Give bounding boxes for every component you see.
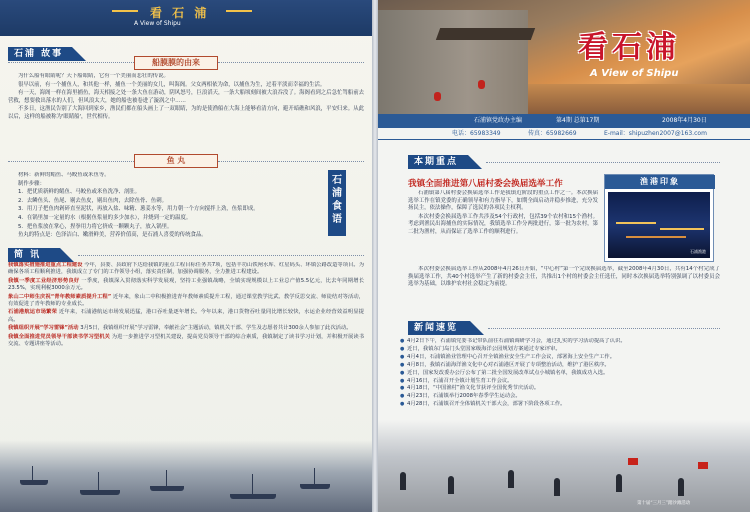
news-brief-headline: 我镇一季度工业经济形势良好 [8, 277, 80, 284]
right-masthead-title: 看石浦 [578, 30, 680, 65]
boat-mast [314, 468, 315, 484]
boat-mast [32, 466, 33, 480]
left-masthead [0, 0, 372, 36]
news-brief-item [8, 325, 364, 332]
recipe-line: 制作步骤： [18, 180, 45, 187]
news-quick-item: ● 4月28日，石浦镇召开全体镇机关干部大会，部署下阶段各项工作。 [400, 401, 740, 409]
masthead-ornament [226, 10, 252, 12]
story-paragraph: 不多日，这渔民告别了大海回到家乡，渔民们都在船头画上了一双眼睛，为的是使渔船在大海上能够看清方向，避开暗礁和风浪，平安归来。从此以后，这样的船被称为'眼睛船'，世代相传。 [8, 106, 364, 120]
recipe-line: 3．用刀子把鱼肉剁碎直至泥状，再放入盐、味精、葱姜水等，用力朝一个方向搅拌上劲，鱼浆即成。 [18, 206, 259, 213]
news-brief-body: 近年来，象山二中积极推进青年教师素质提升工程，通过课堂教学比武、教学反思交流、师徒结对等活动，有效促进了青年教师的专业成长。 [8, 293, 364, 308]
boat-mast [98, 472, 99, 490]
section-focus-heading: 本期重点 [408, 155, 468, 169]
divider [8, 62, 134, 63]
news-brief-item [8, 278, 364, 293]
boat-silhouette [80, 490, 120, 495]
news-brief-item [8, 309, 364, 324]
news-quick-item: ● 4月4日，石浦镇渔业管理中心召开全镇渔业安全生产工作会议，部署海上安全生产工作。 [400, 354, 740, 362]
left-masthead-title: 看 石 浦 [150, 6, 210, 20]
lantern-icon [478, 80, 485, 89]
news-brief-item [8, 262, 364, 277]
news-brief-body: 近年来，石浦港航运市场发展迅猛，港口吞吐量逐年增长。今年以来，港口货物吞吐量同比增长较快，水运企业经营效益明显提高。 [8, 309, 364, 323]
fax-number: 传真：65982669 [528, 130, 577, 137]
right-page [378, 0, 750, 512]
city-lights [616, 222, 656, 224]
left-masthead-subtitle: A View of Shipu [134, 20, 181, 27]
news-quick-list [400, 338, 740, 488]
recipe-line: 4．在锅里加一定量的水（根据鱼浆量的多少加水），并烧到一定的温度。 [18, 214, 192, 221]
news-brief-body: 今年，县委、县政府下达给我镇的重点工程目标任务共7项，包括丰功山铁闸水库、红星码头、环镇公路改造等项目。为确保各项工程顺利推进，我镇成立了专门的工作领导小组，落实责任制，加强协调服务，全力推进工程建设。 [8, 262, 364, 276]
news-brief-body: 一季度，我镇深入贯彻落实科学发展观，坚持工业强镇战略，全镇实现规模以上工业总产值5.5亿元，比去年同期增长23.5%，实现利税3000余万元。 [8, 277, 364, 292]
news-quick-item: ● 近日，国家发改委办公厅公布了第二批全国发展改革试点小城镇名单，我镇成功入选。 [400, 370, 740, 378]
photo-box-title: 渔港印象 [605, 175, 715, 189]
divider [8, 161, 134, 162]
side-label-cuisine: 石浦食语 [328, 170, 346, 236]
news-brief-headline: 石浦港航运市场繁荣 [8, 309, 58, 316]
photo-caption: 石浦渔港 [690, 249, 706, 254]
boat-silhouette [230, 494, 276, 499]
news-quick-item: ● 4月23日，石浦镇举行2008年春季学生运动会。 [400, 393, 740, 401]
divider [486, 162, 720, 163]
email-address[interactable]: E-mail：shipuzhen2007@163.com [604, 130, 707, 137]
fishing-port-photo-box [604, 174, 714, 262]
harbor-background-image [0, 440, 372, 512]
news-brief-body: 3月5日，我镇组织开展“学习雷锋，奉献社会”主题活动，镇机关干部、学生及志愿者共计300余人参加了此次活动。 [80, 325, 352, 332]
recipe-line: 材料：新鲜的鲳鱼、马鲛鱼或米鱼等。 [18, 172, 110, 178]
news-quick-item: ● 4月8日，我镇石浦海洋渔文化中心对石浦港区开展了专项整治活动，维护了港区秩序。 [400, 362, 740, 370]
right-masthead-subtitle: A View of Shipu [590, 68, 679, 79]
recipe-line: 1．把优质新鲜的鲳鱼、马鲛鱼或米鱼洗净、剖肚。 [18, 189, 141, 196]
story-paragraph: 很早以前，有一个捕鱼人，和其他一样，捕鱼一个美丽的女儿，叫海阁。父女两相依为命，以捕鱼为生，过着平淡而幸福的生活。 [18, 81, 326, 88]
phone-number: 电话：65983349 [452, 130, 501, 137]
focus-paragraph: 本次村委会换届选举工作从2008年4月26日开始，“中心村”第一个完成换届选举，截至2008年4月30日，共有14个村完成了换届选举工作，共40个村选举产生了新的村委会主任，共推出1个村的村委会主任选任，同时本次换届选举特别强调了以村委员会选举为基础，以维护农村社会稳定为前提。 [408, 266, 720, 288]
section-story-heading: 石浦 故事 [8, 47, 72, 61]
city-lights [626, 236, 686, 238]
boat-silhouette [300, 484, 330, 489]
issue-number: 第4期 总第17期 [556, 117, 600, 124]
temple-roof [436, 28, 535, 40]
focus-text-wide [408, 266, 720, 312]
crowd-photo-caption: 第十届“三月三”踏沙滩活动 [637, 501, 690, 506]
news-quick-item: ● 近日，我镇东门岛门头堂国家级海洋公园规划方案通过专家评审。 [400, 346, 740, 354]
focus-paragraph: 石浦镇第八届村委会换届选举工作是我镇近阶段的重点工作之一。本次换届选举工作在镇党委的正确领导和有力指导下，如期全面启动并稳步推进，充分发扬民主，依法操作，保障了选民的各项民主权利。 [408, 190, 598, 212]
recipe-text [8, 172, 322, 242]
focus-paragraph: 本次村委会换届选举工作共涉及54个行政村，包括39个农村和15个渔村。考虑到渔民出海捕鱼的实际情况，我镇选举工作分两批进行，第一批为农村，第二批为渔村，从而保证了选举工作的顺利进行。 [408, 213, 598, 235]
news-brief-headline: 我镇全面推进党员领导干部读书学习型机关 [8, 333, 110, 340]
editor-org: 石浦镇党政办主编 [474, 117, 523, 124]
recipe-line: 鱼丸的特点是：色泽洁白、嫩滑鲜美，营养价值高，是石浦人喜爱的传统食品。 [18, 232, 207, 239]
masthead-ornament [112, 10, 138, 12]
story-paragraph: 为什么船有眼睛呢？天下船眼睛，它有一个美丽而悲壮的传说。 [18, 73, 169, 79]
news-brief-body: 为进一步推进学习型机关建设，提高党员领导干部的综合素质，我镇制定了读书学习计划，并积极开展读书交流、专题讲座等活动。 [8, 333, 364, 348]
old-town-wall [378, 10, 528, 114]
news-brief-headline: 我镇落实措施推进重点工程建设 [8, 262, 83, 268]
section-news-heading: 简 讯 [8, 248, 60, 262]
news-brief-item [8, 294, 364, 309]
news-quick-item: ● 4月16日，石浦召开全镇计划生育工作会议。 [400, 378, 740, 386]
night-harbor-photo [608, 192, 710, 258]
story-subtitle: 船膜膜的由来 [134, 56, 218, 70]
lantern-icon [434, 92, 441, 101]
story-text [8, 73, 364, 149]
boat-mast [252, 474, 253, 494]
divider [78, 255, 364, 256]
boat-silhouette [20, 480, 48, 485]
divider [218, 62, 364, 63]
recipe-line: 2．去鳞鱼头、鱼尾、剔去鱼皮，剔出鱼肉，去除鱼骨、鱼刺。 [18, 197, 167, 204]
boat-mast [166, 470, 167, 486]
boat-silhouette [150, 486, 184, 491]
divider [488, 328, 720, 329]
news-quick-item: ● 4月2日下午，石浦镇党委书记带队前往石浦镇调研学习会，通过扎实的学习活动提高了认识。 [400, 338, 740, 346]
divider [218, 161, 364, 162]
issue-band [378, 114, 750, 128]
news-brief-headline: 我镇组织开展“学习雷锋”活动 [8, 325, 79, 332]
focus-headline: 我镇全面推进第八届村委会换届选举工作 [408, 179, 563, 189]
section-news-quick-heading: 新闻速览 [408, 321, 470, 335]
news-brief-item [8, 334, 364, 349]
issue-date: 2008年4月30日 [662, 117, 707, 124]
harbor-sea [528, 84, 750, 114]
recipe-subtitle: 鱼 丸 [134, 154, 218, 168]
cover-photo [378, 0, 750, 114]
focus-text-column [408, 190, 598, 262]
left-page [0, 0, 372, 512]
news-quick-item: ● 4月18日，“中国渔村”渔文化节获评全国优秀节庆活动。 [400, 385, 740, 393]
story-paragraph: 有一天，海阁一样在海里捕鱼，海天相接之处一条大鱼在游动，阴风怒号，巨浪滔天，一条大船顷刻间被大浪吞没了。海阁看到之后急忙驾船前去营救，想要救出落水的人们，但风浪太大，她的船也被卷进了漩涡之中…… [8, 90, 364, 104]
news-brief-headline: 象山二中师生庆祝“青年教师素质提升工程” [8, 293, 112, 300]
contact-bar [378, 128, 750, 140]
recipe-line: 5．把鱼浆放在掌心，捏拳用力将它挤成一颗颗丸子，放入锅里。 [18, 223, 173, 230]
city-lights [660, 228, 704, 230]
